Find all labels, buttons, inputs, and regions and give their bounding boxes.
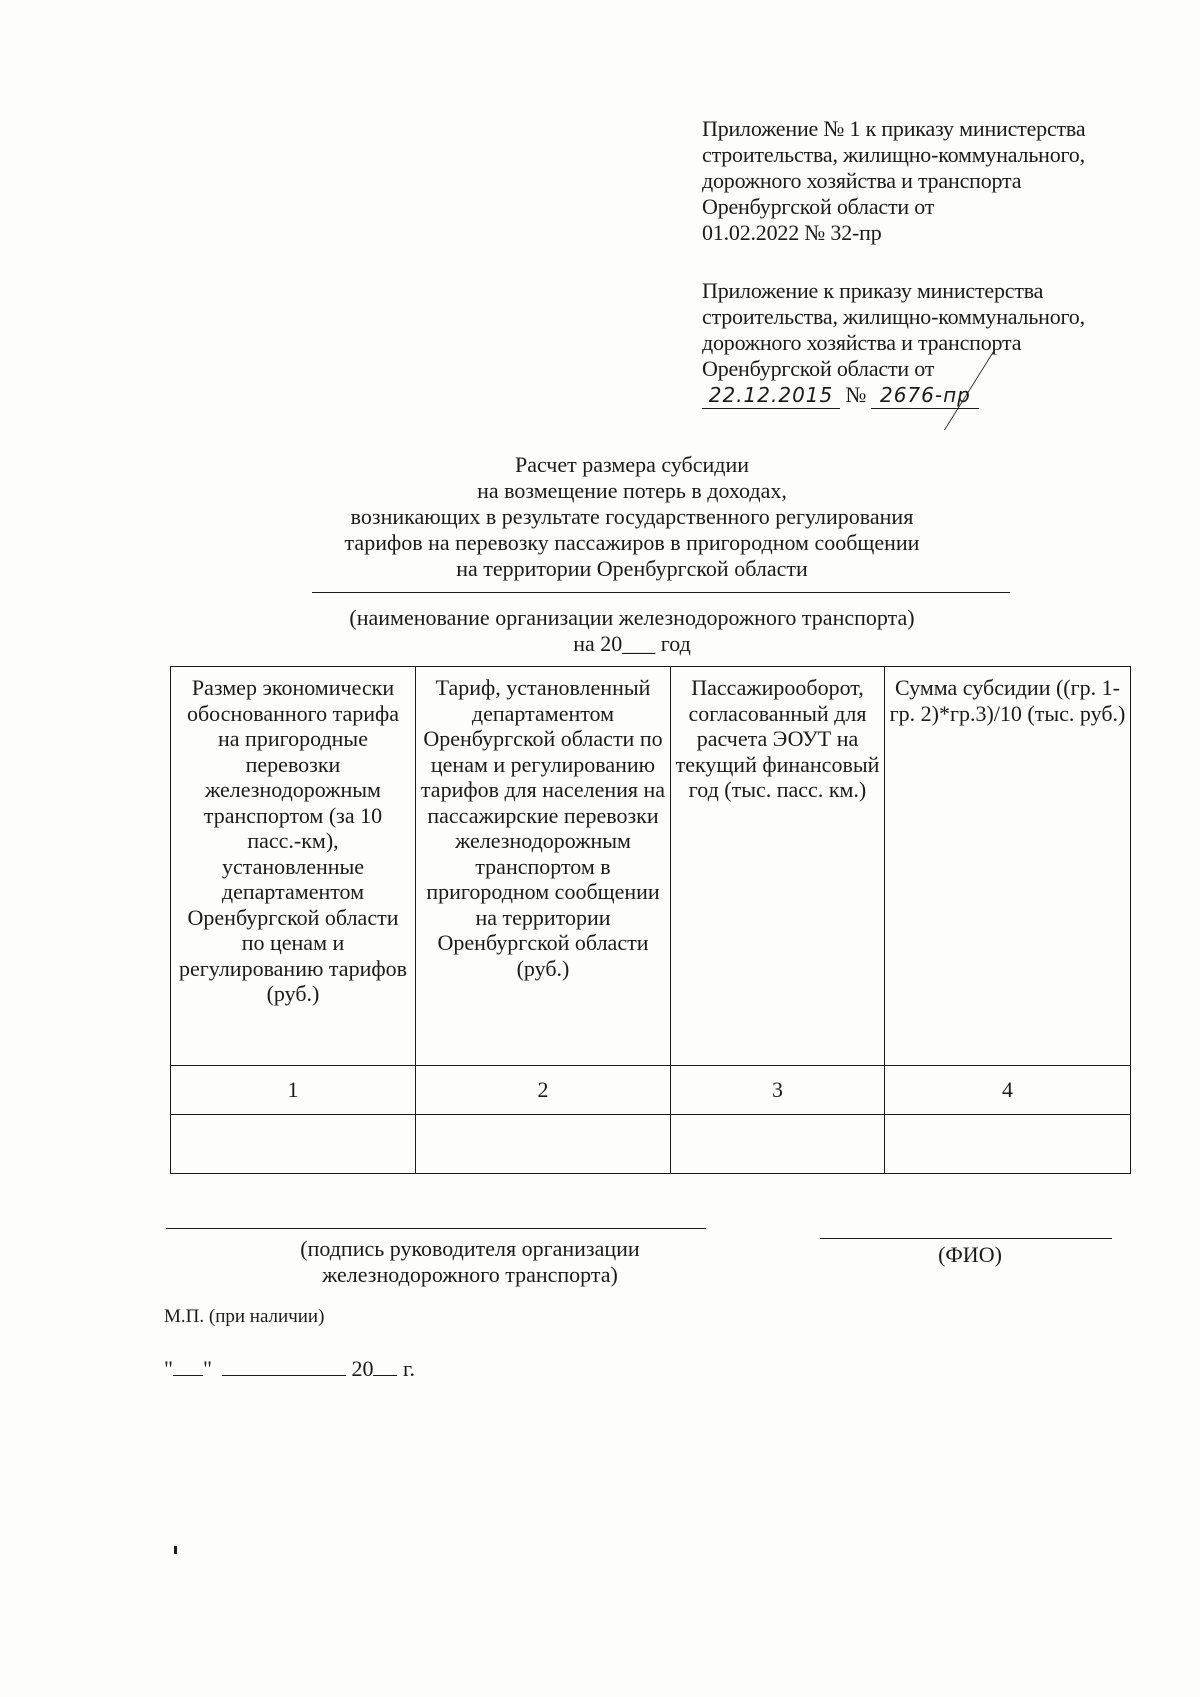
header-cell-subsidy-sum: Сумма субсидии ((гр. 1- гр. 2)*гр.3)/10 (тыс. руб.) bbox=[885, 667, 1131, 1066]
annex-2-line: строительства, жилищно-коммунального, bbox=[702, 304, 1085, 329]
column-number: 1 bbox=[171, 1066, 416, 1115]
title-line: тарифов на перевозку пассажиров в пригородном сообщении bbox=[344, 530, 920, 555]
signature-caption bbox=[240, 1236, 700, 1288]
column-number: 4 bbox=[885, 1066, 1131, 1115]
annex-1-header bbox=[702, 116, 1085, 246]
header-cell-tariff-population: Тариф, установленный департаментом Оренбургской области по ценам и регулированию тарифов для населения на пассажирские перевозки железнодорожным транспортом в пригородном сообщении на территории Оренбургской области (руб.) bbox=[416, 667, 671, 1066]
data-cell[interactable] bbox=[416, 1115, 671, 1174]
scan-speck bbox=[174, 1546, 177, 1554]
data-cell[interactable] bbox=[885, 1115, 1131, 1174]
month-blank[interactable] bbox=[222, 1357, 346, 1376]
subsidy-table bbox=[170, 666, 1131, 1174]
title-line: на возмещение потерь в доходах, bbox=[477, 478, 787, 503]
column-number: 2 bbox=[416, 1066, 671, 1115]
annex-2-line: Оренбургской области от bbox=[702, 356, 935, 381]
close-quote: " bbox=[202, 1356, 212, 1381]
annex-1-line: дорожного хозяйства и транспорта bbox=[702, 168, 1022, 193]
handwritten-date: 22.12.2015 bbox=[702, 382, 840, 409]
fio-caption-text: (ФИО) bbox=[938, 1242, 1002, 1267]
stamp-place-label: М.П. (при наличии) bbox=[164, 1306, 325, 1327]
annex-1-line: 01.02.2022 № 32-пр bbox=[702, 220, 882, 245]
year-blank[interactable] bbox=[373, 1357, 397, 1376]
number-sign: № bbox=[845, 382, 867, 407]
title-line: Расчет размера субсидии bbox=[514, 452, 750, 477]
year-suffix: г. bbox=[402, 1356, 416, 1381]
title-line: возникающих в результате государственного регулирования bbox=[350, 504, 914, 529]
day-blank[interactable] bbox=[173, 1357, 203, 1376]
organization-caption-text: (наименование организации железнодорожного транспорта) bbox=[349, 605, 915, 630]
handwritten-number: 2676-пр bbox=[871, 382, 979, 409]
year-prefix: 20 bbox=[351, 1356, 374, 1381]
annex-1-line: Приложение № 1 к приказу министерства bbox=[702, 116, 1086, 141]
data-cell[interactable] bbox=[171, 1115, 416, 1174]
annex-2-line: Приложение к приказу министерства bbox=[702, 278, 1044, 303]
table-header-row bbox=[171, 667, 1131, 1066]
header-cell-passenger-turnover: Пассажирооборот, согласованный для расчета ЭОУТ на текущий финансовый год (тыс. пасс. км.) bbox=[671, 667, 885, 1066]
signature-caption-line: (подпись руководителя организации bbox=[300, 1236, 640, 1261]
fio-blank[interactable] bbox=[820, 1238, 1112, 1239]
column-number-row bbox=[171, 1066, 1131, 1115]
organization-name-blank bbox=[312, 592, 1010, 593]
annex-2-line: дорожного хозяйства и транспорта bbox=[702, 330, 1022, 355]
annex-1-line: строительства, жилищно-коммунального, bbox=[702, 142, 1085, 167]
organization-caption bbox=[240, 605, 1024, 657]
open-quote: " bbox=[164, 1356, 173, 1381]
header-cell-tariff-economic: Размер экономически обоснованного тарифа на пригородные перевозки железнодорожным транспортом (за 10 пасс.-км), установленные департаментом Оренбургской области по ценам и регулированию тарифов (руб.) bbox=[171, 667, 416, 1066]
signature-caption-line: железнодорожного транспорта) bbox=[322, 1262, 618, 1287]
table-row bbox=[171, 1115, 1131, 1174]
document-title bbox=[200, 452, 1064, 582]
column-number: 3 bbox=[671, 1066, 885, 1115]
signature-blank[interactable] bbox=[166, 1228, 706, 1229]
fio-caption bbox=[900, 1242, 1040, 1268]
title-line: на территории Оренбургской области bbox=[456, 556, 808, 581]
year-line: на 20___ год bbox=[573, 631, 691, 656]
date-line bbox=[164, 1356, 415, 1382]
annex-1-line: Оренбургской области от bbox=[702, 194, 935, 219]
data-cell[interactable] bbox=[671, 1115, 885, 1174]
